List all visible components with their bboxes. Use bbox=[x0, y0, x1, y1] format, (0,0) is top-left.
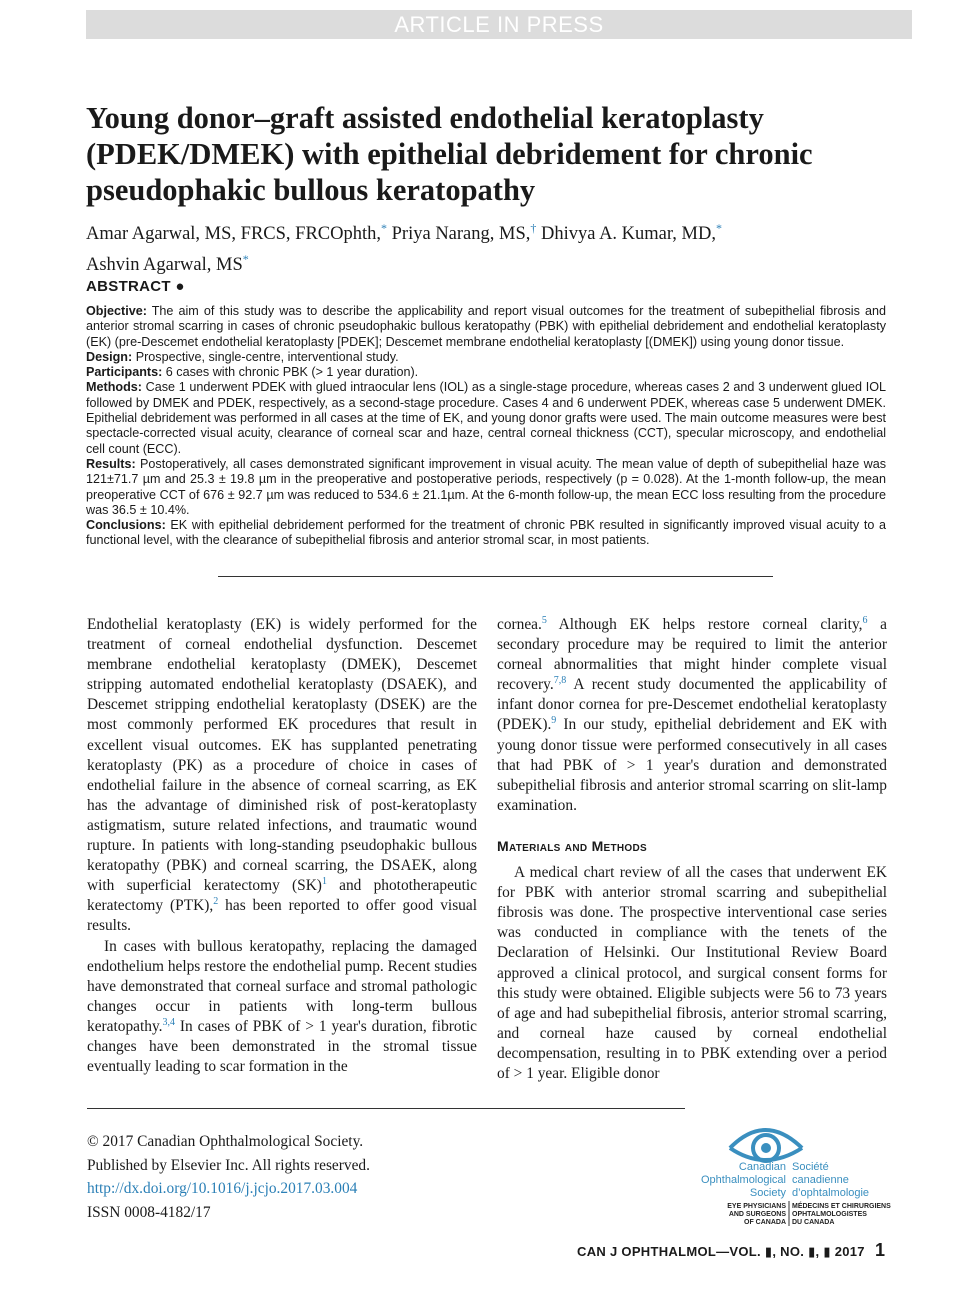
page-number: 1 bbox=[875, 1240, 886, 1260]
author-name: Priya Narang, MS, bbox=[391, 224, 531, 245]
logo-text-en: Canadian bbox=[738, 1161, 786, 1173]
abstract-label: Methods: bbox=[86, 380, 142, 395]
body-paragraph: In cases with bullous keratopathy, replacing the damaged endothelium helps restore the endothelial pump. Recent studies have demonstrated that corneal surface and stromal pathologic changes occur in patients with long-term bullous keratopathy.$^{3,4}$ In cases of PBK of > 1 year's duration, fibrotic changes have been demonstrated in the stromal tissue eventually leading to scar formation in the bbox=[87, 937, 477, 1076]
body-column-right bbox=[497, 615, 887, 1084]
affiliation-mark[interactable]: * bbox=[716, 221, 722, 235]
citation-link[interactable]: 3,4 bbox=[162, 1016, 175, 1028]
abstract-label: Results: bbox=[86, 456, 136, 471]
body-paragraph: A medical chart review of all the cases that underwent EK for PBK with anterior stromal scarring and subepithelial fibrosis was done. The prospective interventional case series was conducted in compliance with the tenets of the Declaration of Helsinki. Our Institutional Review Board approved a clinical protocol, and surgical consent forms for this study were obtained. Eligible subjects were 56 to 73 years of age and had subepithelial fibrosis, anterior stromal scarring, and corneal haze caused by corneal endothelial decompensation, resulting in to PBK extending over a period of > 1 year. Eligible donor bbox=[497, 864, 887, 1082]
abstract-text: Prospective, single-centre, interventional study. bbox=[135, 349, 399, 364]
logo-subtext-en: OF CANADA bbox=[744, 1219, 786, 1226]
abstract-text: Case 1 underwent PDEK with glued intraocular lens (IOL) as a single-stage procedure, whereas cases 2 and 3 underwent glued IOL followed by DMEK and PDEK, respectively, as a second-stage procedure. Cases 4 and 6 underwent PDEK, whereas case 5 underwent DMEK. Epithelial debridement was performed in all cases at the time of EK, and young donor grafts were used. The main outcome measures were best spectacle-corrected visual acuity, clearance of corneal scar and haze, central corneal thickness (CCT), specular microscopy, and endothelial cell count (ECC). bbox=[86, 380, 887, 456]
cos-logo bbox=[690, 1112, 930, 1228]
citation-link[interactable]: 7,8 bbox=[553, 675, 567, 687]
abstract-text: 6 cases with chronic PBK (> 1 year duration). bbox=[165, 365, 419, 380]
logo-subtext-fr: OPHTALMOLOGISTES bbox=[792, 1211, 867, 1218]
body-paragraph: Endothelial keratoplasty (EK) is widely performed for the treatment of corneal endothelial dysfunction. Descemet membrane endothelial keratoplasty (DMEK), Descemet stripping automated endothelial keratoplasty (DSAEK), and Descemet stripping endothelial keratoplasty (DSEK) are the most commonly performed EK procedures that result in excellent visual outcomes. EK has supplanted penetrating keratoplasty (PK) as a procedure of choice in cases of endothelial failure in the absence of corneal scarring, as EK has the advantage of diminished risk of post-keratoplasty astigmatism, suture related infections, and traumatic wound rupture. In patients with long-standing pseudophakic bullous keratopathy (PBK) and corneal scarring, the DSAEK, along with superficial keratectomy (SK)$^1$ and phototherapeutic keratectomy (PTK),$^2$ has been reported to offer good visual results. bbox=[87, 616, 478, 935]
citation-link[interactable]: 5 bbox=[541, 614, 547, 626]
doi-link[interactable]: http://dx.doi.org/10.1016/j.jcjo.2017.03.004 bbox=[87, 1180, 358, 1197]
abstract-results bbox=[86, 457, 886, 518]
citation-link[interactable]: 1 bbox=[321, 876, 327, 888]
logo-text-fr: Société bbox=[792, 1161, 829, 1173]
abstract-text: The aim of this study was to describe the applicability and report visual outcomes for the treatment of subepithelial fibrosis and anterior stromal scarring in cases of chronic pseudophakic bullous keratopathy (PBK) with epithelial debridement and endothelial keratoplasty (EK) (pre-Descemet endothelial keratoplasty [PDEK]; Descemet membrane endothelial keratoplasty [(DMEK]) using young donor tissue. bbox=[86, 304, 886, 349]
copyright-footnote bbox=[87, 1130, 370, 1224]
abstract-participants bbox=[86, 365, 886, 380]
affiliation-mark[interactable]: * bbox=[381, 221, 388, 235]
author-name: Dhivya A. Kumar, MD, bbox=[541, 224, 716, 245]
article-title: Young donor–graft assisted endothelial keratoplasty (PDEK/DMEK) with epithelial debridement for chronic pseudophakic bullous keratopathy bbox=[86, 101, 813, 207]
body-column-left bbox=[87, 615, 477, 1077]
abstract-divider bbox=[218, 576, 773, 577]
abstract-design bbox=[86, 350, 886, 365]
footnote-divider bbox=[87, 1108, 685, 1109]
author-name: Amar Agarwal, MS, FRCS, FRCOphth, bbox=[86, 224, 382, 245]
article-in-press-banner: ARTICLE IN PRESS bbox=[86, 10, 912, 39]
abstract-conclusions bbox=[86, 518, 886, 549]
affiliation-mark[interactable]: * bbox=[242, 252, 249, 267]
affiliation-mark[interactable]: † bbox=[530, 221, 537, 235]
author-list bbox=[86, 216, 896, 278]
section-heading: Materials and Methods bbox=[497, 837, 647, 854]
abstract-label: Participants: bbox=[86, 365, 163, 380]
logo-subtext-en: AND SURGEONS bbox=[728, 1211, 786, 1218]
author-name: Ashvin Agarwal, MS bbox=[86, 255, 243, 276]
abstract-objective bbox=[86, 304, 886, 350]
journal-running-footer: CAN J OPHTHALMOL—VOL. ▮, NO. ▮, ▮ 2017 bbox=[577, 1244, 865, 1259]
logo-subtext-fr: DU CANADA bbox=[792, 1219, 835, 1226]
abstract-methods bbox=[86, 380, 886, 456]
body-paragraph: cornea.$^5$ Although EK helps restore corneal clarity,$^6$ a secondary procedure may be required to limit the anterior corneal abnormalities that might hinder complete visual recovery.$^{7,8}$ A recent study documented the applicability of infant donor cornea for pre-Descemet endothelial keratoplasty (PDEK).$^9$ In our study, epithelial debridement and EK with young donor tissue were performed consecutively in all cases that had PBK of > 1 year's duration and demonstrated subepithelial fibrosis and anterior stromal scarring on slit-lamp examination. bbox=[497, 614, 888, 814]
logo-text-fr: d’ophtalmologie bbox=[792, 1187, 870, 1199]
abstract-heading: ABSTRACT ● bbox=[86, 278, 185, 295]
abstract-label: Design: bbox=[86, 349, 133, 364]
abstract-body bbox=[86, 304, 886, 549]
logo-text-fr: canadienne bbox=[792, 1174, 849, 1186]
logo-text-en: Society bbox=[749, 1187, 786, 1199]
publisher-line: Published by Elsevier Inc. All rights reserved. bbox=[87, 1156, 370, 1174]
logo-text-en: Ophthalmological bbox=[701, 1174, 786, 1186]
citation-link[interactable]: 9 bbox=[551, 715, 557, 727]
logo-subtext-en: EYE PHYSICIANS bbox=[727, 1203, 786, 1210]
abstract-text: EK with epithelial debridement performed for the treatment of chronic PBK resulted in significantly improved visual acuity to a functional level, with the clearance of subepithelial fibrosis and anterior stromal scar, in most patients. bbox=[86, 518, 886, 548]
copyright-line: © 2017 Canadian Ophthalmological Society. bbox=[87, 1133, 364, 1150]
abstract-label: Conclusions: bbox=[86, 518, 166, 533]
eye-logo-icon bbox=[730, 1130, 802, 1161]
logo-subtext-fr: MÉDECINS ET CHIRURGIENS bbox=[792, 1203, 891, 1210]
abstract-label: Objective: bbox=[86, 304, 147, 318]
citation-link[interactable]: 6 bbox=[862, 614, 868, 626]
issn-line: ISSN 0008-4182/17 bbox=[87, 1203, 211, 1221]
citation-link[interactable]: 2 bbox=[213, 896, 219, 908]
abstract-text: Postoperatively, all cases demonstrated significant improvement in visual acuity. The mean value of depth of subepithelial haze was 121±71.7 µm and 25.3 ± 19.8 µm in the preoperative and postoperative periods, respectively (p = 0.028). At the 1-month follow-up, the mean preoperative CCT of 676 ± 92.7 µm was reduced to 534.6 ± 21.1µm. At the 6-month follow-up, the mean ECC loss resulting from the procedure was 36.5 ± 10.4%. bbox=[86, 456, 887, 517]
